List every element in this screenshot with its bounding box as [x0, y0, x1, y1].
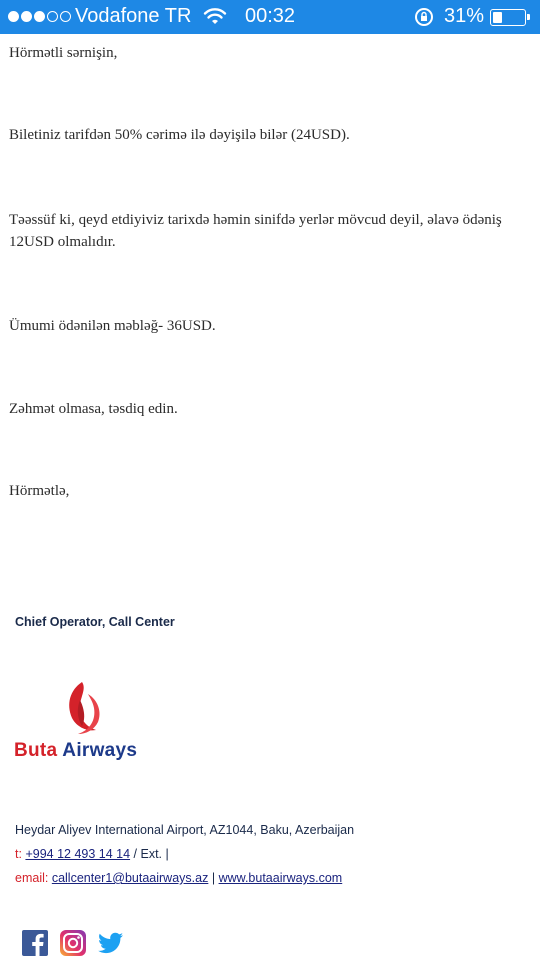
carrier-name: Vodafone TR	[75, 5, 192, 27]
signal-dot	[34, 11, 45, 22]
logo-word-buta: Buta	[14, 740, 58, 761]
signature-email-line	[15, 871, 342, 885]
signal-dot	[21, 11, 32, 22]
email-paragraph: Zəhmət olmasa, təsdiq edin.	[9, 401, 178, 417]
logo-wordmark	[14, 740, 137, 762]
signal-dot	[47, 11, 58, 22]
website-link[interactable]: www.butaairways.com	[218, 871, 343, 885]
signature-phone-line	[15, 847, 169, 861]
wifi-icon	[203, 6, 227, 26]
phone-extension: / Ext. |	[133, 847, 169, 861]
link-separator: |	[211, 871, 216, 885]
battery-fill	[493, 12, 502, 23]
instagram-icon[interactable]	[60, 930, 86, 956]
signal-strength-indicator	[8, 11, 71, 22]
logo-word-airways: Airways	[62, 740, 138, 761]
status-time: 00:32	[245, 5, 296, 27]
email-paragraph: Təəssüf ki, qeyd etdiyiviz tarixdə həmin sinifdə yerlər mövcud deyil, əlavə ödəniş 12USD olmalıdır.	[9, 212, 502, 250]
email-label: email:	[15, 871, 49, 885]
facebook-icon[interactable]	[22, 930, 48, 956]
battery-percentage: 31%	[444, 5, 485, 27]
battery-nub	[527, 14, 530, 20]
email-paragraph: Biletiniz tarifdən 50% cərimə ilə dəyişilə bilər (24USD).	[9, 127, 350, 143]
status-bar	[0, 0, 540, 34]
signal-dot	[8, 11, 19, 22]
email-closing: Hörmətlə,	[9, 483, 70, 499]
battery-icon	[490, 9, 526, 26]
email-paragraph: Ümumi ödənilən məbləğ- 36USD.	[9, 318, 216, 334]
signal-dot	[60, 11, 71, 22]
phone-label: t:	[15, 847, 22, 861]
phone-link[interactable]: +994 12 493 14 14	[25, 847, 131, 861]
twitter-icon[interactable]	[98, 930, 124, 956]
buta-wing-icon	[60, 680, 106, 738]
signature-title: Chief Operator, Call Center	[15, 615, 175, 629]
buta-airways-logo	[14, 680, 149, 765]
email-greeting: Hörmətli sərnişin,	[9, 45, 118, 61]
rotation-lock-icon	[414, 7, 434, 27]
signature-address: Heydar Aliyev International Airport, AZ1044, Baku, Azerbaijan	[15, 823, 355, 837]
email-link[interactable]: callcenter1@butaairways.az	[51, 871, 209, 885]
